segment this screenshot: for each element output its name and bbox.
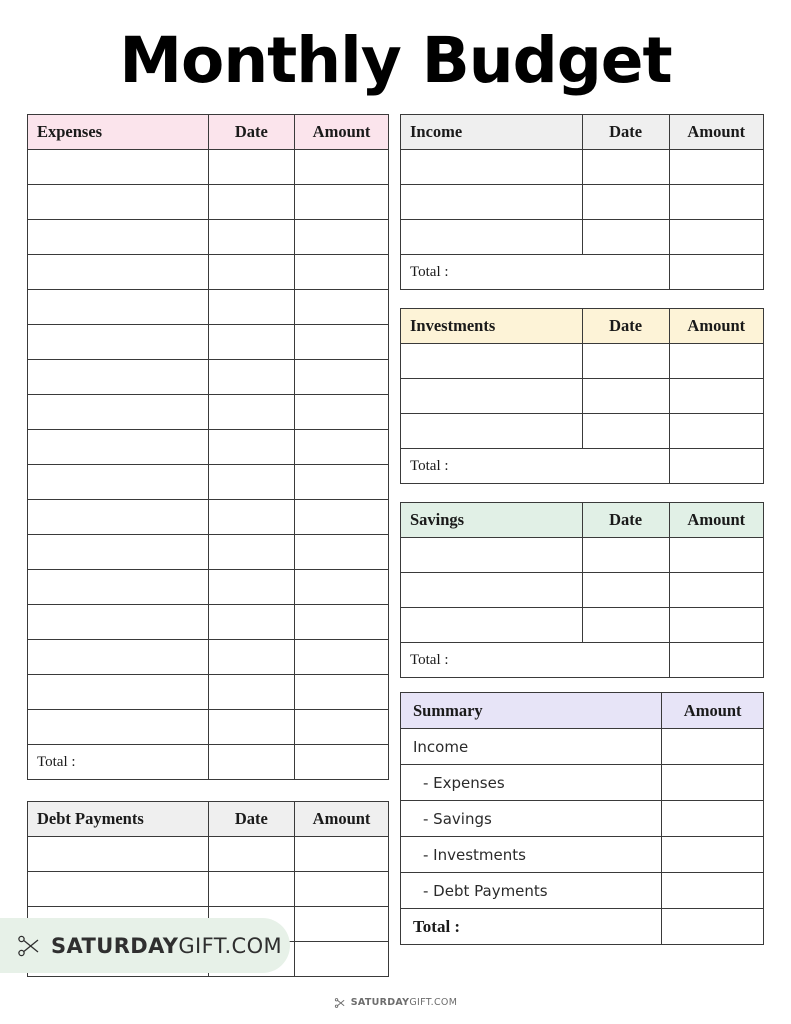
brand-name	[51, 934, 282, 958]
date-header: Date	[582, 503, 669, 538]
expense-date-cell[interactable]	[208, 535, 295, 570]
investments-total-row[interactable]	[401, 449, 764, 484]
investment-desc-cell[interactable]	[401, 414, 583, 449]
summary-label-expenses: - Expenses	[401, 765, 662, 801]
expense-desc-cell[interactable]	[28, 675, 209, 710]
summary-value-expenses[interactable]	[662, 765, 764, 801]
debt-amount-cell[interactable]	[295, 837, 389, 872]
savings-desc-cell[interactable]	[401, 538, 583, 573]
expense-desc-cell[interactable]	[28, 430, 209, 465]
expense-amount-cell[interactable]	[295, 150, 389, 185]
page-footer	[0, 996, 791, 1008]
expense-desc-cell[interactable]	[28, 395, 209, 430]
table-row[interactable]	[28, 220, 389, 255]
summary-body	[401, 729, 764, 945]
expense-date-cell[interactable]	[208, 360, 295, 395]
expense-amount-cell[interactable]	[295, 255, 389, 290]
debt-date-cell[interactable]	[208, 872, 295, 907]
investments-header: Investments	[401, 309, 583, 344]
savings-desc-cell[interactable]	[401, 608, 583, 643]
investments-table	[400, 308, 764, 484]
date-header: Date	[582, 309, 669, 344]
table-row[interactable]	[28, 500, 389, 535]
savings-body	[401, 538, 764, 678]
expense-amount-cell[interactable]	[295, 605, 389, 640]
table-header-row	[401, 309, 764, 344]
expense-date-cell[interactable]	[208, 640, 295, 675]
income-amount-cell[interactable]	[669, 185, 763, 220]
table-row[interactable]	[401, 573, 764, 608]
income-table	[400, 114, 764, 290]
expense-amount-cell[interactable]	[295, 640, 389, 675]
income-date-cell[interactable]	[582, 220, 669, 255]
investment-desc-cell[interactable]	[401, 379, 583, 414]
income-desc-cell[interactable]	[401, 150, 583, 185]
income-total-label: Total :	[401, 255, 670, 290]
spacer	[400, 484, 764, 502]
table-row[interactable]	[28, 185, 389, 220]
expense-date-cell[interactable]	[208, 185, 295, 220]
savings-date-cell[interactable]	[582, 538, 669, 573]
amount-header: Amount	[669, 115, 763, 150]
amount-header: Amount	[295, 802, 389, 837]
investment-amount-cell[interactable]	[669, 379, 763, 414]
date-header: Date	[208, 115, 295, 150]
expense-amount-cell[interactable]	[295, 290, 389, 325]
summary-label-investments: - Investments	[401, 837, 662, 873]
expense-date-cell[interactable]	[208, 325, 295, 360]
expenses-total-spacer	[208, 745, 295, 780]
sheet-columns	[0, 94, 791, 977]
table-row[interactable]	[28, 430, 389, 465]
debt-amount-cell[interactable]	[295, 907, 389, 942]
footer-brand-light: GIFT.COM	[409, 996, 458, 1008]
expense-amount-cell[interactable]	[295, 360, 389, 395]
expense-desc-cell[interactable]	[28, 710, 209, 745]
investment-desc-cell[interactable]	[401, 344, 583, 379]
expense-desc-cell[interactable]	[28, 500, 209, 535]
brand-name-light: GIFT.COM	[178, 933, 283, 958]
footer-brand	[351, 997, 457, 1008]
table-row[interactable]	[401, 220, 764, 255]
expense-date-cell[interactable]	[208, 220, 295, 255]
date-header: Date	[582, 115, 669, 150]
table-row[interactable]	[401, 379, 764, 414]
income-total-amount[interactable]	[669, 255, 763, 290]
expense-desc-cell[interactable]	[28, 360, 209, 395]
expense-date-cell[interactable]	[208, 395, 295, 430]
expense-desc-cell[interactable]	[28, 255, 209, 290]
table-row[interactable]	[401, 414, 764, 449]
amount-header: Amount	[669, 309, 763, 344]
savings-total-row[interactable]	[401, 643, 764, 678]
expense-desc-cell[interactable]	[28, 640, 209, 675]
investment-amount-cell[interactable]	[669, 344, 763, 379]
brand-name-bold: SATURDAY	[51, 933, 179, 958]
expense-date-cell[interactable]	[208, 430, 295, 465]
summary-row-savings[interactable]	[401, 801, 764, 837]
savings-amount-cell[interactable]	[669, 608, 763, 643]
income-date-cell[interactable]	[582, 150, 669, 185]
expense-amount-cell[interactable]	[295, 220, 389, 255]
table-row[interactable]	[28, 325, 389, 360]
table-row[interactable]	[401, 150, 764, 185]
expense-desc-cell[interactable]	[28, 290, 209, 325]
savings-amount-cell[interactable]	[669, 538, 763, 573]
expense-desc-cell[interactable]	[28, 220, 209, 255]
expense-date-cell[interactable]	[208, 465, 295, 500]
expense-amount-cell[interactable]	[295, 185, 389, 220]
debt-desc-cell[interactable]	[28, 837, 209, 872]
income-body	[401, 150, 764, 290]
brand-badge	[0, 918, 290, 973]
expense-amount-cell[interactable]	[295, 465, 389, 500]
table-row[interactable]	[401, 344, 764, 379]
table-row[interactable]	[28, 465, 389, 500]
investments-total-label: Total :	[401, 449, 670, 484]
investments-body	[401, 344, 764, 484]
investment-date-cell[interactable]	[582, 379, 669, 414]
table-row[interactable]	[28, 395, 389, 430]
summary-header-row	[401, 693, 764, 729]
expense-amount-cell[interactable]	[295, 500, 389, 535]
table-row[interactable]	[28, 570, 389, 605]
savings-amount-cell[interactable]	[669, 573, 763, 608]
debt-date-cell[interactable]	[208, 837, 295, 872]
income-desc-cell[interactable]	[401, 220, 583, 255]
table-row[interactable]	[28, 640, 389, 675]
table-row[interactable]	[28, 837, 389, 872]
expense-date-cell[interactable]	[208, 255, 295, 290]
table-row[interactable]	[401, 185, 764, 220]
summary-row-investments[interactable]	[401, 837, 764, 873]
investment-date-cell[interactable]	[582, 344, 669, 379]
table-row[interactable]	[28, 290, 389, 325]
debt-payments-header: Debt Payments	[28, 802, 209, 837]
spacer	[400, 678, 764, 692]
savings-total-amount[interactable]	[669, 643, 763, 678]
debt-amount-cell[interactable]	[295, 942, 389, 977]
debt-desc-cell[interactable]	[28, 872, 209, 907]
table-row[interactable]	[28, 872, 389, 907]
expense-date-cell[interactable]	[208, 605, 295, 640]
income-header: Income	[401, 115, 583, 150]
savings-desc-cell[interactable]	[401, 573, 583, 608]
income-desc-cell[interactable]	[401, 185, 583, 220]
expense-desc-cell[interactable]	[28, 465, 209, 500]
expenses-header: Expenses	[28, 115, 209, 150]
summary-table	[400, 692, 764, 945]
summary-label-debt-payments: - Debt Payments	[401, 873, 662, 909]
summary-amount-header: Amount	[662, 693, 764, 729]
investments-total-amount[interactable]	[669, 449, 763, 484]
table-row[interactable]	[401, 608, 764, 643]
savings-table	[400, 502, 764, 678]
income-amount-cell[interactable]	[669, 220, 763, 255]
savings-date-cell[interactable]	[582, 608, 669, 643]
table-row[interactable]	[28, 255, 389, 290]
expense-amount-cell[interactable]	[295, 325, 389, 360]
page-title: Monthly Budget	[119, 24, 672, 97]
table-row[interactable]	[28, 710, 389, 745]
amount-header: Amount	[669, 503, 763, 538]
table-row[interactable]	[28, 675, 389, 710]
savings-header: Savings	[401, 503, 583, 538]
investment-date-cell[interactable]	[582, 414, 669, 449]
expenses-table	[27, 114, 389, 780]
summary-value-savings[interactable]	[662, 801, 764, 837]
expense-date-cell[interactable]	[208, 290, 295, 325]
summary-label-savings: - Savings	[401, 801, 662, 837]
summary-label-income: Income	[401, 729, 662, 765]
expense-desc-cell[interactable]	[28, 605, 209, 640]
table-row[interactable]	[28, 150, 389, 185]
savings-total-label: Total :	[401, 643, 670, 678]
table-header-row	[28, 802, 389, 837]
table-row[interactable]	[401, 538, 764, 573]
table-row[interactable]	[28, 605, 389, 640]
table-header-row	[401, 503, 764, 538]
expense-amount-cell[interactable]	[295, 675, 389, 710]
expense-date-cell[interactable]	[208, 675, 295, 710]
date-header: Date	[208, 802, 295, 837]
spacer	[27, 780, 389, 801]
left-column	[27, 114, 389, 977]
expense-date-cell[interactable]	[208, 150, 295, 185]
expenses-body	[28, 150, 389, 780]
summary-total-row[interactable]	[401, 909, 764, 945]
summary-header: Summary	[401, 693, 662, 729]
summary-value-income[interactable]	[662, 729, 764, 765]
spacer	[400, 290, 764, 308]
scissors-icon	[16, 933, 42, 959]
debt-amount-cell[interactable]	[295, 872, 389, 907]
investment-amount-cell[interactable]	[669, 414, 763, 449]
amount-header: Amount	[295, 115, 389, 150]
footer-brand-bold: SATURDAY	[350, 996, 410, 1008]
savings-date-cell[interactable]	[582, 573, 669, 608]
expense-desc-cell[interactable]	[28, 150, 209, 185]
income-amount-cell[interactable]	[669, 150, 763, 185]
summary-total-value[interactable]	[662, 909, 764, 945]
scissors-icon-small	[334, 996, 346, 1008]
expense-amount-cell[interactable]	[295, 535, 389, 570]
expense-date-cell[interactable]	[208, 710, 295, 745]
table-row[interactable]	[28, 535, 389, 570]
expense-desc-cell[interactable]	[28, 535, 209, 570]
table-header-row	[401, 115, 764, 150]
expenses-total-amount[interactable]	[295, 745, 389, 780]
table-header-row	[28, 115, 389, 150]
expenses-total-row[interactable]	[28, 745, 389, 780]
summary-row-income[interactable]	[401, 729, 764, 765]
expense-desc-cell[interactable]	[28, 185, 209, 220]
summary-row-expenses[interactable]	[401, 765, 764, 801]
expense-amount-cell[interactable]	[295, 710, 389, 745]
expense-amount-cell[interactable]	[295, 395, 389, 430]
expense-date-cell[interactable]	[208, 500, 295, 535]
expense-amount-cell[interactable]	[295, 430, 389, 465]
table-row[interactable]	[28, 360, 389, 395]
expense-desc-cell[interactable]	[28, 325, 209, 360]
summary-value-debt-payments[interactable]	[662, 873, 764, 909]
expense-date-cell[interactable]	[208, 570, 295, 605]
summary-value-investments[interactable]	[662, 837, 764, 873]
expense-amount-cell[interactable]	[295, 570, 389, 605]
income-total-row[interactable]	[401, 255, 764, 290]
summary-row-debt-payments[interactable]	[401, 873, 764, 909]
income-date-cell[interactable]	[582, 185, 669, 220]
expenses-total-label: Total :	[28, 745, 209, 780]
expense-desc-cell[interactable]	[28, 570, 209, 605]
right-column	[400, 114, 764, 977]
summary-total-label: Total :	[401, 909, 662, 945]
